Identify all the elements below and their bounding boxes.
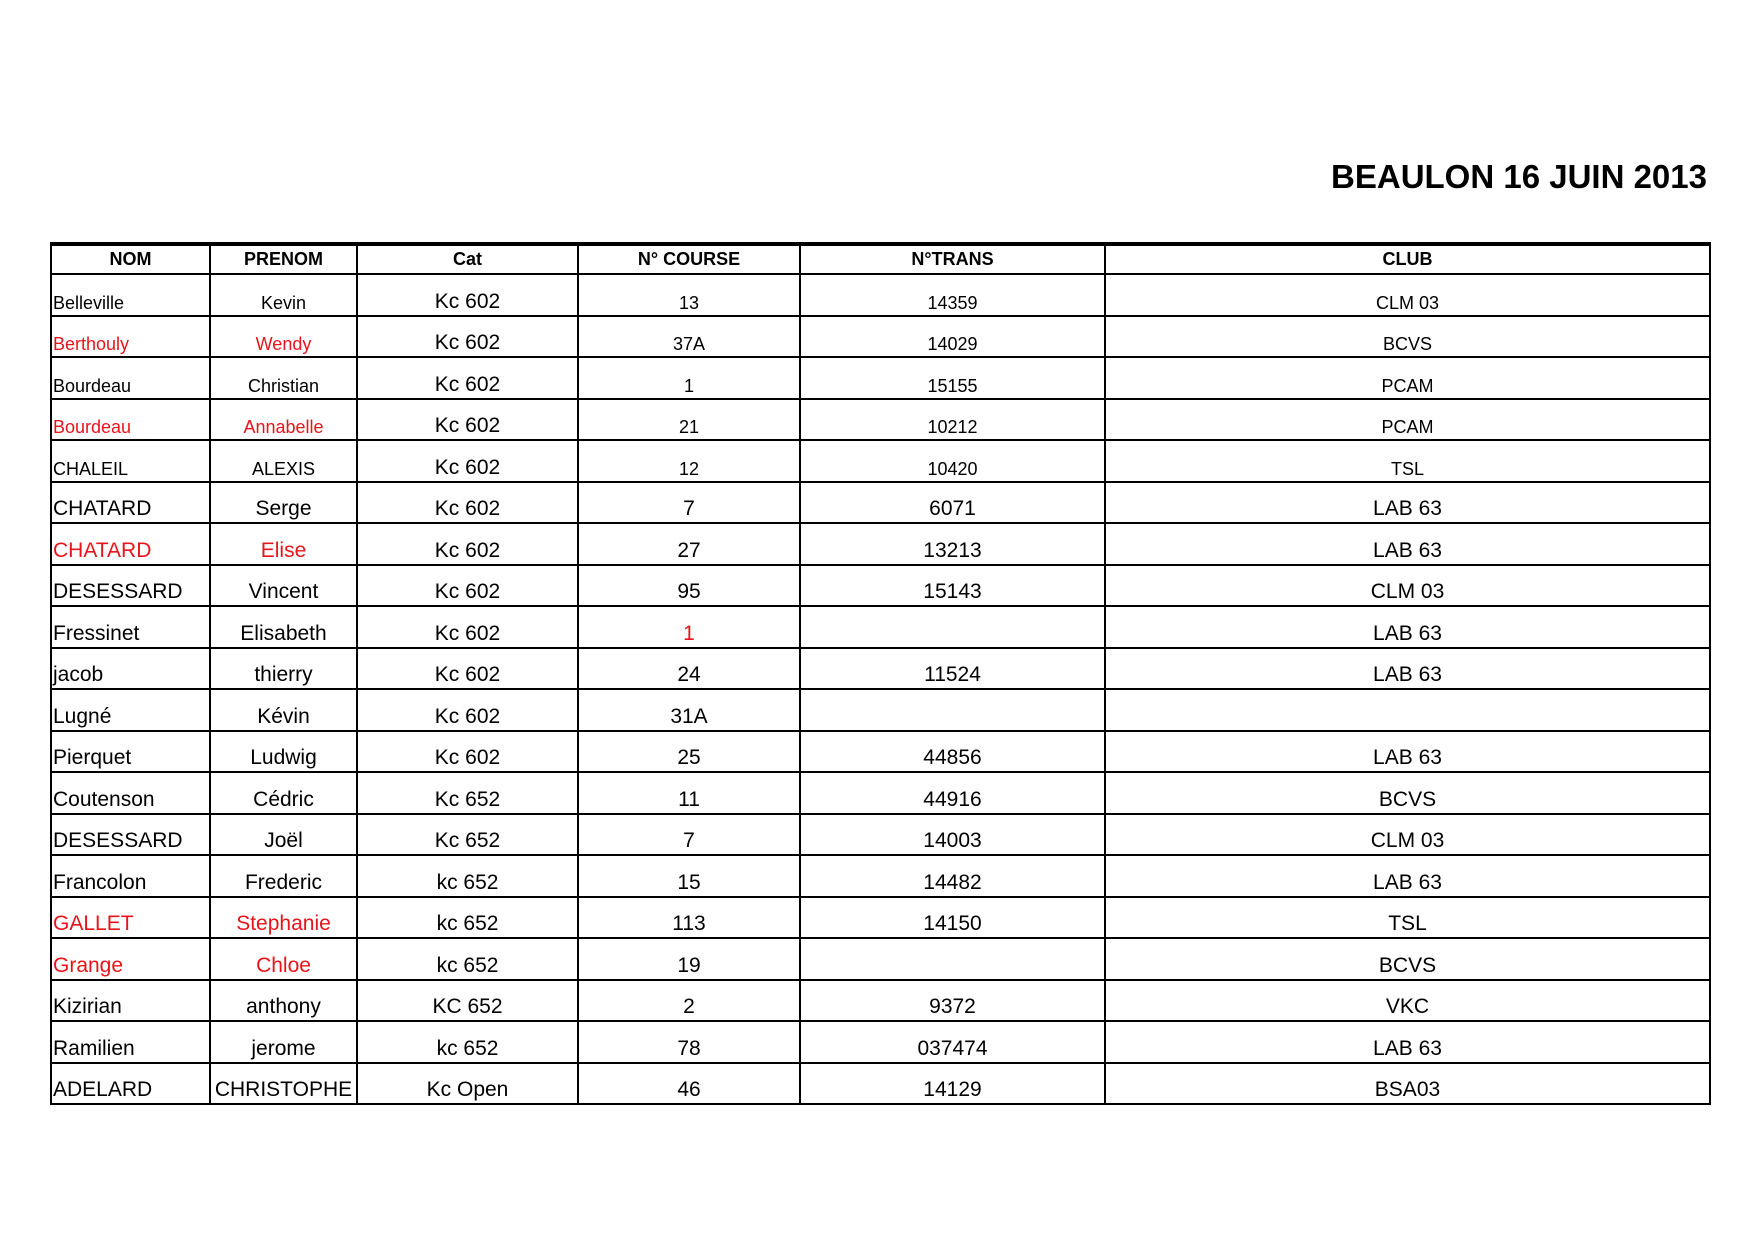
course-cell: 37A (578, 316, 800, 358)
nom-cell: Lugné (51, 689, 210, 731)
nom-cell: ADELARD (51, 1063, 210, 1105)
trans-cell: 14482 (800, 855, 1105, 897)
club-cell: BSA03 (1105, 1063, 1710, 1105)
cat-cell: Kc 602 (357, 606, 578, 648)
club-cell: LAB 63 (1105, 606, 1710, 648)
course-cell: 11 (578, 772, 800, 814)
nom-cell: jacob (51, 648, 210, 690)
nom-cell: Francolon (51, 855, 210, 897)
prenom-cell: thierry (210, 648, 357, 690)
course-cell: 12 (578, 440, 800, 482)
header-nom: NOM (51, 244, 210, 274)
prenom-cell: Christian (210, 357, 357, 399)
club-cell: VKC (1105, 980, 1710, 1022)
cat-cell: Kc 602 (357, 357, 578, 399)
cat-cell: Kc 602 (357, 440, 578, 482)
course-cell: 27 (578, 523, 800, 565)
cat-cell: Kc 602 (357, 274, 578, 316)
club-cell: CLM 03 (1105, 274, 1710, 316)
prenom-cell: Serge (210, 482, 357, 524)
cat-cell: Kc 602 (357, 482, 578, 524)
prenom-cell: jerome (210, 1021, 357, 1063)
nom-cell: Coutenson (51, 772, 210, 814)
nom-cell: DESESSARD (51, 565, 210, 607)
trans-cell (800, 938, 1105, 980)
nom-cell: Ramilien (51, 1021, 210, 1063)
prenom-cell: Cédric (210, 772, 357, 814)
table-row (51, 648, 1710, 690)
table-row (51, 482, 1710, 524)
table-row (51, 1021, 1710, 1063)
prenom-cell: Ludwig (210, 731, 357, 773)
nom-cell: CHALEIL (51, 440, 210, 482)
trans-cell: 10212 (800, 399, 1105, 441)
club-cell: LAB 63 (1105, 855, 1710, 897)
cat-cell: Kc 652 (357, 814, 578, 856)
course-cell: 95 (578, 565, 800, 607)
trans-cell: 15143 (800, 565, 1105, 607)
nom-cell: Pierquet (51, 731, 210, 773)
course-cell: 21 (578, 399, 800, 441)
club-cell: BCVS (1105, 938, 1710, 980)
cat-cell: kc 652 (357, 938, 578, 980)
club-cell: LAB 63 (1105, 482, 1710, 524)
course-cell: 24 (578, 648, 800, 690)
table-row (51, 316, 1710, 358)
table-row (51, 523, 1710, 565)
prenom-cell: Vincent (210, 565, 357, 607)
cat-cell: Kc 602 (357, 689, 578, 731)
trans-cell: 6071 (800, 482, 1105, 524)
trans-cell (800, 606, 1105, 648)
club-cell: BCVS (1105, 772, 1710, 814)
nom-cell: Grange (51, 938, 210, 980)
cat-cell: Kc 602 (357, 316, 578, 358)
prenom-cell: Elisabeth (210, 606, 357, 648)
cat-cell: Kc 602 (357, 731, 578, 773)
nom-cell: Kizirian (51, 980, 210, 1022)
nom-cell: Bourdeau (51, 399, 210, 441)
nom-cell: Bourdeau (51, 357, 210, 399)
club-cell: TSL (1105, 440, 1710, 482)
trans-cell: 44856 (800, 731, 1105, 773)
table-row (51, 440, 1710, 482)
course-cell: 1 (578, 606, 800, 648)
cat-cell: kc 652 (357, 897, 578, 939)
prenom-cell: Frederic (210, 855, 357, 897)
table-row (51, 606, 1710, 648)
course-cell: 1 (578, 357, 800, 399)
table-row (51, 980, 1710, 1022)
header-row (51, 244, 1710, 274)
prenom-cell: CHRISTOPHE (210, 1063, 357, 1105)
club-cell (1105, 689, 1710, 731)
course-cell: 2 (578, 980, 800, 1022)
trans-cell: 14150 (800, 897, 1105, 939)
table-row (51, 357, 1710, 399)
club-cell: TSL (1105, 897, 1710, 939)
prenom-cell: anthony (210, 980, 357, 1022)
table-row (51, 814, 1710, 856)
cat-cell: KC 652 (357, 980, 578, 1022)
prenom-cell: ALEXIS (210, 440, 357, 482)
prenom-cell: Kevin (210, 274, 357, 316)
trans-cell: 15155 (800, 357, 1105, 399)
club-cell: LAB 63 (1105, 1021, 1710, 1063)
nom-cell: DESESSARD (51, 814, 210, 856)
trans-cell: 14359 (800, 274, 1105, 316)
trans-cell: 9372 (800, 980, 1105, 1022)
cat-cell: kc 652 (357, 855, 578, 897)
table-row (51, 274, 1710, 316)
cat-cell: Kc 602 (357, 523, 578, 565)
trans-cell: 14003 (800, 814, 1105, 856)
club-cell: CLM 03 (1105, 565, 1710, 607)
club-cell: CLM 03 (1105, 814, 1710, 856)
prenom-cell: Stephanie (210, 897, 357, 939)
table-row (51, 897, 1710, 939)
course-cell: 31A (578, 689, 800, 731)
course-cell: 7 (578, 482, 800, 524)
header-club: CLUB (1105, 244, 1710, 274)
trans-cell (800, 689, 1105, 731)
cat-cell: Kc Open (357, 1063, 578, 1105)
course-cell: 46 (578, 1063, 800, 1105)
nom-cell: CHATARD (51, 482, 210, 524)
nom-cell: Berthouly (51, 316, 210, 358)
course-cell: 78 (578, 1021, 800, 1063)
trans-cell: 44916 (800, 772, 1105, 814)
course-cell: 7 (578, 814, 800, 856)
header-course: N° COURSE (578, 244, 800, 274)
document-title: BEAULON 16 JUIN 2013 (1331, 158, 1707, 195)
cat-cell: Kc 602 (357, 648, 578, 690)
prenom-cell: Kévin (210, 689, 357, 731)
club-cell: LAB 63 (1105, 731, 1710, 773)
header-cat: Cat (357, 244, 578, 274)
table-row (51, 855, 1710, 897)
club-cell: BCVS (1105, 316, 1710, 358)
prenom-cell: Joël (210, 814, 357, 856)
table-row (51, 565, 1710, 607)
club-cell: PCAM (1105, 399, 1710, 441)
prenom-cell: Wendy (210, 316, 357, 358)
trans-cell: 11524 (800, 648, 1105, 690)
course-cell: 13 (578, 274, 800, 316)
table-row (51, 689, 1710, 731)
cat-cell: kc 652 (357, 1021, 578, 1063)
course-cell: 113 (578, 897, 800, 939)
club-cell: PCAM (1105, 357, 1710, 399)
table-row (51, 1063, 1710, 1105)
course-cell: 15 (578, 855, 800, 897)
club-cell: LAB 63 (1105, 648, 1710, 690)
trans-cell: 14129 (800, 1063, 1105, 1105)
table-row (51, 938, 1710, 980)
table-row (51, 772, 1710, 814)
nom-cell: Belleville (51, 274, 210, 316)
participants-table (50, 242, 1711, 1105)
course-cell: 19 (578, 938, 800, 980)
header-prenom: PRENOM (210, 244, 357, 274)
table-row (51, 399, 1710, 441)
prenom-cell: Annabelle (210, 399, 357, 441)
cat-cell: Kc 602 (357, 399, 578, 441)
trans-cell: 13213 (800, 523, 1105, 565)
trans-cell: 14029 (800, 316, 1105, 358)
nom-cell: Fressinet (51, 606, 210, 648)
trans-cell: 037474 (800, 1021, 1105, 1063)
nom-cell: CHATARD (51, 523, 210, 565)
cat-cell: Kc 652 (357, 772, 578, 814)
table-row (51, 731, 1710, 773)
cat-cell: Kc 602 (357, 565, 578, 607)
trans-cell: 10420 (800, 440, 1105, 482)
header-trans: N°TRANS (800, 244, 1105, 274)
club-cell: LAB 63 (1105, 523, 1710, 565)
nom-cell: GALLET (51, 897, 210, 939)
prenom-cell: Chloe (210, 938, 357, 980)
course-cell: 25 (578, 731, 800, 773)
prenom-cell: Elise (210, 523, 357, 565)
